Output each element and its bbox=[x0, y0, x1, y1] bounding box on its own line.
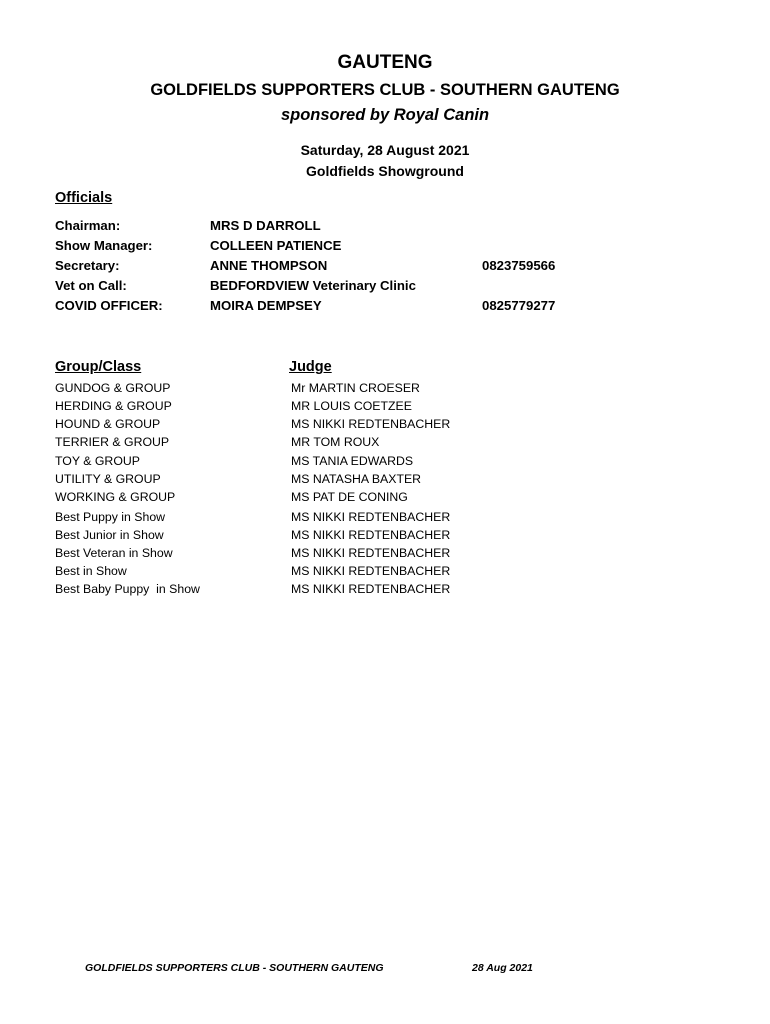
official-name: COLLEEN PATIENCE bbox=[210, 238, 342, 253]
judging-row bbox=[0, 454, 770, 472]
sponsor-line: sponsored by Royal Canin bbox=[280, 106, 490, 124]
judging-row bbox=[0, 528, 770, 546]
official-role: Chairman: bbox=[55, 218, 121, 233]
class-name: Best Baby Puppy in Show bbox=[55, 582, 200, 596]
judge-name: MS NIKKI REDTENBACHER bbox=[291, 546, 451, 560]
judging-row bbox=[0, 399, 770, 417]
official-row bbox=[0, 218, 770, 238]
judging-row bbox=[0, 472, 770, 490]
judging-row bbox=[0, 381, 770, 399]
judge-name: MS PAT DE CONING bbox=[291, 490, 408, 504]
official-name: BEDFORDVIEW Veterinary Clinic bbox=[210, 278, 416, 293]
judging-row bbox=[0, 510, 770, 528]
class-name: GUNDOG & GROUP bbox=[55, 381, 171, 395]
show-venue: Goldfields Showground bbox=[306, 163, 464, 179]
judging-row bbox=[0, 582, 770, 600]
class-name: HERDING & GROUP bbox=[55, 399, 172, 413]
page-footer bbox=[0, 962, 770, 978]
class-name: UTILITY & GROUP bbox=[55, 472, 161, 486]
official-role: COVID OFFICER: bbox=[55, 298, 163, 313]
official-role: Show Manager: bbox=[55, 238, 153, 253]
footer-club-name: GOLDFIELDS SUPPORTERS CLUB - SOUTHERN GAUTENG bbox=[85, 962, 384, 974]
class-name: TERRIER & GROUP bbox=[55, 435, 170, 449]
judging-row bbox=[0, 490, 770, 508]
show-date: Saturday, 28 August 2021 bbox=[300, 142, 470, 158]
club-name: GOLDFIELDS SUPPORTERS CLUB - SOUTHERN GAUTENG bbox=[150, 81, 620, 99]
judge-name: MR LOUIS COETZEE bbox=[291, 399, 412, 413]
judging-row bbox=[0, 564, 770, 582]
judge-name: MS TANIA EDWARDS bbox=[291, 454, 414, 468]
judging-row bbox=[0, 417, 770, 435]
official-row bbox=[0, 238, 770, 258]
footer-date: 28 Aug 2021 bbox=[472, 962, 533, 974]
official-row bbox=[0, 298, 770, 318]
official-role: Vet on Call: bbox=[55, 278, 127, 293]
class-name: WORKING & GROUP bbox=[55, 490, 176, 504]
judge-name: Mr MARTIN CROESER bbox=[291, 381, 420, 395]
judge-name: MS NIKKI REDTENBACHER bbox=[291, 417, 451, 431]
class-name: HOUND & GROUP bbox=[55, 417, 161, 431]
class-name: Best in Show bbox=[55, 564, 127, 578]
official-name: MOIRA DEMPSEY bbox=[210, 298, 322, 313]
official-row bbox=[0, 278, 770, 298]
judge-heading: Judge bbox=[289, 359, 332, 375]
official-name: ANNE THOMPSON bbox=[210, 258, 328, 273]
judge-name: MS NATASHA BAXTER bbox=[291, 472, 422, 486]
class-name: TOY & GROUP bbox=[55, 454, 140, 468]
class-name: Best Puppy in Show bbox=[55, 510, 166, 524]
judge-name: MS NIKKI REDTENBACHER bbox=[291, 528, 451, 542]
official-phone: 0823759566 bbox=[482, 258, 556, 273]
page-title: GAUTENG bbox=[337, 52, 433, 73]
judge-name: MS NIKKI REDTENBACHER bbox=[291, 510, 451, 524]
class-name: Best Junior in Show bbox=[55, 528, 164, 542]
class-name: Best Veteran in Show bbox=[55, 546, 173, 560]
judging-row bbox=[0, 435, 770, 453]
official-role: Secretary: bbox=[55, 258, 120, 273]
official-row bbox=[0, 258, 770, 278]
judging-row bbox=[0, 546, 770, 564]
judge-name: MS NIKKI REDTENBACHER bbox=[291, 582, 451, 596]
judge-name: MR TOM ROUX bbox=[291, 435, 380, 449]
group-class-heading: Group/Class bbox=[55, 359, 142, 375]
officials-heading: Officials bbox=[55, 190, 113, 206]
official-phone: 0825779277 bbox=[482, 298, 556, 313]
judge-name: MS NIKKI REDTENBACHER bbox=[291, 564, 451, 578]
official-name: MRS D DARROLL bbox=[210, 218, 321, 233]
